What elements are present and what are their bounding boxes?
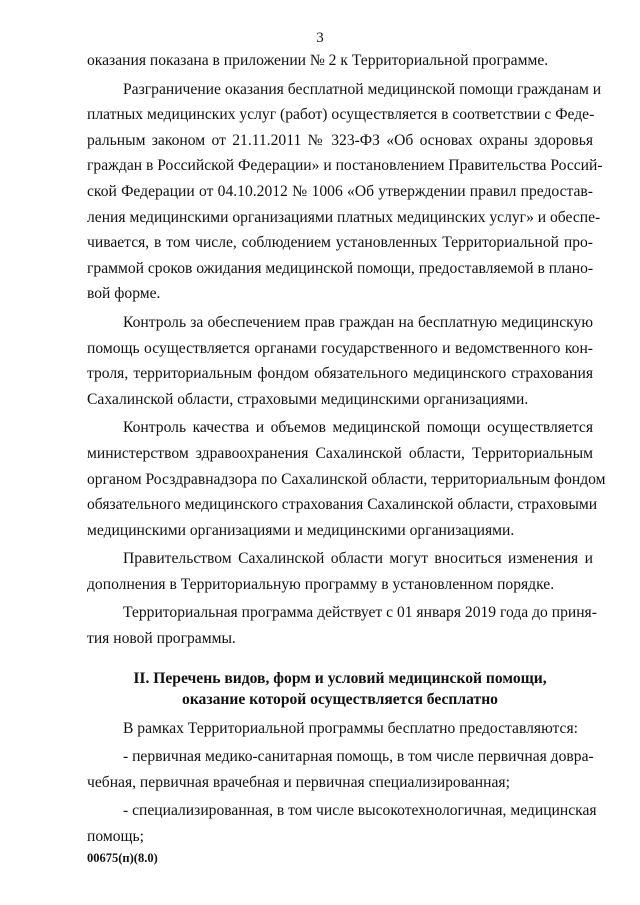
text-line: граммой сроков ожидания медицинской помощи, предоставляемой в планo- (87, 259, 594, 277)
paragraph-free-services-intro (87, 716, 593, 742)
text-line: ральным законом от 21.11.2011 № 323-ФЗ «Об основах охраны здоровья (87, 131, 593, 149)
text-line: Сахалинской области, страховыми медицинскими организациями. (87, 390, 529, 408)
section-heading-line: оказание которой осуществляется бесплатно (182, 690, 498, 708)
section-heading-line: II. Перечень видов, форм и условий медицинской помощи, (133, 669, 547, 687)
list-item-specialized-care (87, 798, 597, 849)
paragraph-validity (87, 600, 597, 651)
text-line: Контроль качества и объемов медицинской помощи осуществляется (123, 419, 593, 437)
text-line: чебная, первичная врачебная и первичная специализированная; (87, 773, 510, 791)
text-line: обязательного медицинского страхования Сахалинской области, страховыми (87, 496, 598, 514)
text-line: помощь; (87, 828, 144, 846)
text-line: органом Росздравнадзора по Сахалинской области, территориальным фондом (87, 470, 606, 488)
section-heading (87, 668, 593, 710)
text-line: тия новой программы. (87, 630, 236, 648)
text-line: граждан в Российской Федерации» и постановлением Правительства Россий- (87, 157, 603, 175)
paragraph-paid-services (87, 77, 603, 307)
paragraph-continuation (87, 48, 593, 74)
text-line: вой форме. (87, 285, 161, 303)
text-line: ской Федерации от 04.10.2012 № 1006 «Об утверждении правил предостав- (87, 182, 593, 200)
document-body (87, 48, 606, 850)
paragraph-quality-control (87, 415, 606, 543)
text-line: министерством здравоохранения Сахалинской области, Территориальным (87, 444, 593, 462)
text-line: троля, территориальным фондом обязательного медицинского страхования (87, 365, 593, 383)
text-line: Контроль за обеспечением прав граждан на бесплатную медицинскую (123, 313, 593, 331)
text-line: Правительством Сахалинской области могут вноситься изменения и (123, 550, 593, 568)
page-number: 3 (316, 30, 324, 46)
paragraph-amendments (87, 546, 593, 597)
text-line: медицинскими организациями и медицинскими организациями. (87, 521, 515, 539)
text-line: Территориальная программа действует с 01 января 2019 года до приня- (123, 604, 597, 622)
list-item-primary-care (87, 744, 593, 795)
text-line: дополнения в Территориальную программу в установленном порядке. (87, 575, 555, 593)
text-line: Разграничение оказания бесплатной медицинской помощи гражданам и (123, 80, 602, 98)
text-line: оказания показана в приложении № 2 к Территориальной программе. (87, 52, 549, 69)
text-line: В рамках Территориальной программы бесплатно предоставляются: (123, 719, 578, 737)
text-line: - специализированная, в том числе высокотехнологичная, медицинская (123, 802, 597, 820)
text-line: - первичная медико-санитарная помощь, в том числе первичная довра- (123, 748, 594, 766)
text-line: платных медицинских услуг (работ) осуществляется в соответствии с Феде- (87, 106, 595, 124)
text-line: чивается, в том числе, соблюдением установленных Территориальной про- (87, 234, 593, 252)
text-line: ления медицинскими организациями платных медицинских услуг» и обеспе- (87, 208, 601, 226)
paragraph-rights-control (87, 310, 593, 412)
document-code: 00675(п)(8.0) (87, 851, 158, 865)
text-line: помощь осуществляется органами государственного и ведомственного кон- (87, 339, 593, 357)
